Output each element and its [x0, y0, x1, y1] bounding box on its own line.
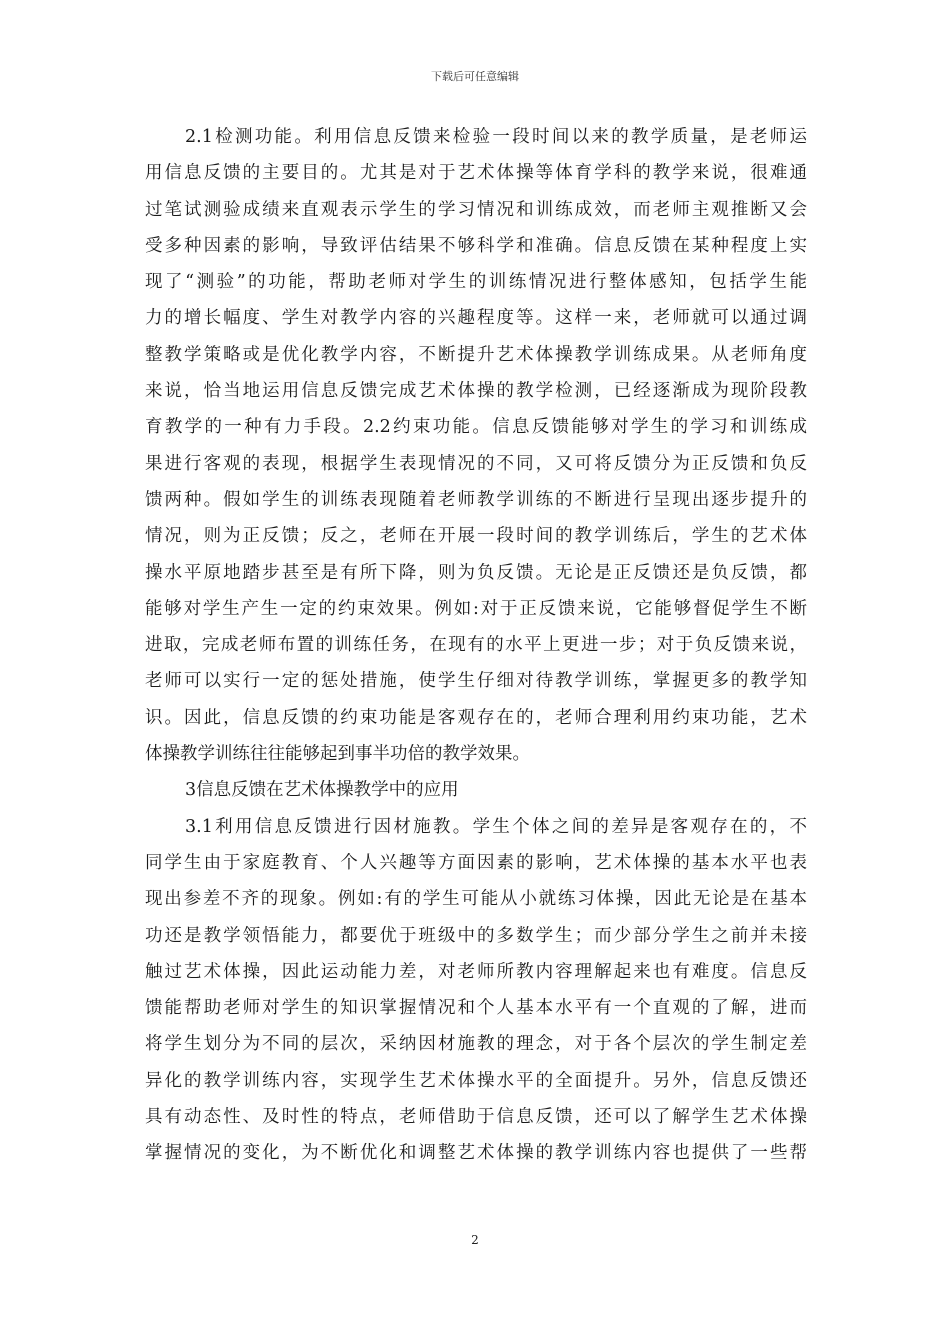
text-line: 老师可以实行一定的惩处措施，使学生仔细对待教学训练，掌握更多的教学知 — [145, 671, 807, 692]
text-line: 进取，完成老师布置的训练任务，在现有的水平上更进一步；对于负反馈来说， — [145, 635, 807, 656]
text-line: 现出参差不齐的现象。例如:有的学生可能从小就练习体操，因此无论是在基本 — [145, 889, 807, 910]
paragraph-functions — [145, 119, 807, 772]
text-line: 受多种因素的影响，导致评估结果不够科学和准确。信息反馈在某种程度上实 — [145, 235, 807, 256]
text-line: 馈两种。假如学生的训练表现随着老师教学训练的不断进行呈现出逐步提升的 — [145, 489, 807, 510]
text-line: 操水平原地踏步甚至是有所下降，则为负反馈。无论是正反馈还是负反馈，都 — [145, 562, 807, 583]
text-line: 情况，则为正反馈；反之，老师在开展一段时间的教学训练后，学生的艺术体 — [145, 526, 807, 547]
text-line: 3.1利用信息反馈进行因材施教。学生个体之间的差异是客观存在的，不 — [185, 816, 807, 837]
text-line: 掌握情况的变化，为不断优化和调整艺术体操的教学训练内容也提供了一些帮 — [145, 1143, 807, 1164]
text-line: 来说，恰当地运用信息反馈完成艺术体操的教学检测，已经逐渐成为现阶段教 — [145, 381, 807, 402]
text-line: 具有动态性、及时性的特点，老师借助于信息反馈，还可以了解学生艺术体操 — [145, 1107, 807, 1128]
page-number: 2 — [471, 1233, 479, 1247]
section-heading — [145, 772, 807, 808]
text-line: 识。因此，信息反馈的约束功能是客观存在的，老师合理利用约束功能，艺术 — [145, 707, 807, 728]
paragraph-application — [145, 809, 807, 1172]
text-line: 触过艺术体操，因此运动能力差，对老师所教内容理解起来也有难度。信息反 — [145, 961, 807, 982]
document-body — [145, 119, 807, 1172]
text-line: 果进行客观的表现，根据学生表现情况的不同，又可将反馈分为正反馈和负反 — [145, 453, 807, 474]
text-line: 力的增长幅度、学生对教学内容的兴趣程度等。这样一来，老师就可以通过调 — [145, 308, 807, 329]
text-line: 用信息反馈的主要目的。尤其是对于艺术体操等体育学科的教学来说，很难通 — [145, 163, 807, 184]
text-line: 将学生划分为不同的层次，采纳因材施教的理念，对于各个层次的学生制定差 — [145, 1034, 807, 1055]
text-line: 馈能帮助老师对学生的知识掌握情况和个人基本水平有一个直观的了解，进而 — [145, 998, 807, 1019]
text-line: 整教学策略或是优化教学内容，不断提升艺术体操教学训练成果。从老师角度 — [145, 344, 807, 365]
text-line: 异化的教学训练内容，实现学生艺术体操水平的全面提升。另外，信息反馈还 — [145, 1070, 807, 1091]
heading-text: 3信息反馈在艺术体操教学中的应用 — [185, 780, 459, 801]
text-line: 能够对学生产生一定的约束效果。例如:对于正反馈来说，它能够督促学生不断 — [145, 598, 807, 619]
text-line: 同学生由于家庭教育、个人兴趣等方面因素的影响，艺术体操的基本水平也表 — [145, 852, 807, 873]
text-line: 过笔试测验成绩来直观表示学生的学习情况和训练成效，而老师主观推断又会 — [145, 199, 807, 220]
text-line: 现了“测验”的功能，帮助老师对学生的训练情况进行整体感知，包括学生能 — [145, 272, 807, 293]
text-line: 体操教学训练往往能够起到事半功倍的教学效果。 — [145, 744, 530, 765]
text-line: 育教学的一种有力手段。2.2约束功能。信息反馈能够对学生的学习和训练成 — [145, 417, 807, 438]
text-line: 功还是教学领悟能力，都要优于班级中的多数学生；而少部分学生之前并未接 — [145, 925, 807, 946]
page-header: 下载后可任意编辑 — [431, 70, 519, 83]
text-line: 2.1检测功能。利用信息反馈来检验一段时间以来的教学质量，是老师运 — [185, 127, 807, 147]
